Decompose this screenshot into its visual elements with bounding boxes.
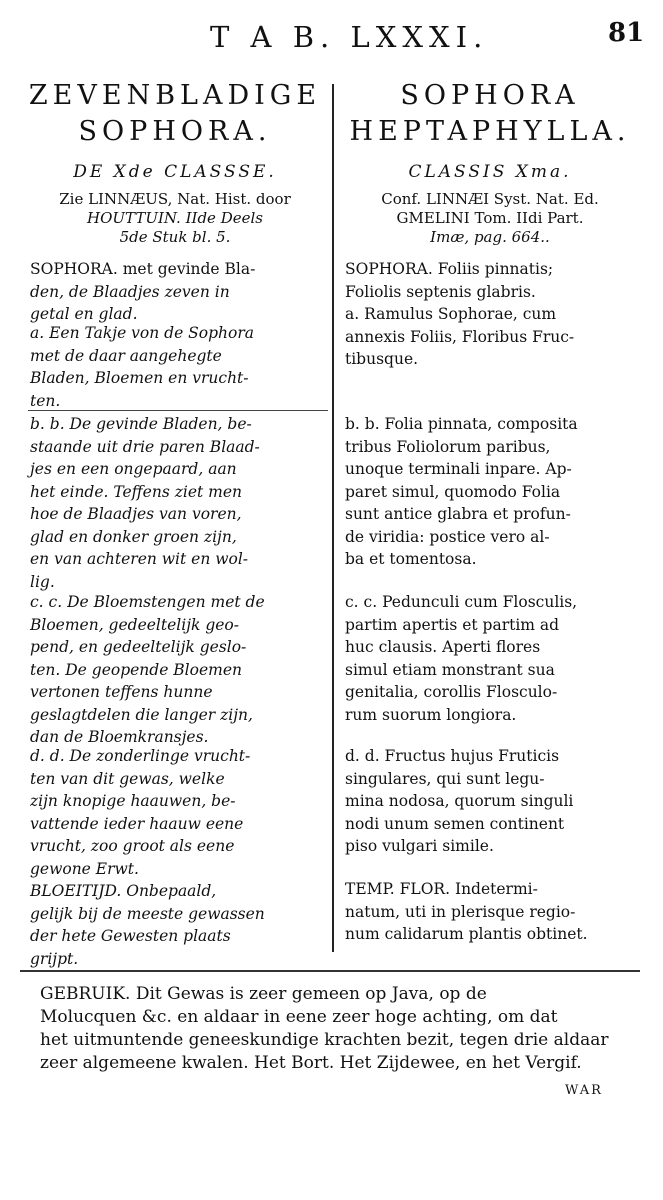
left-entry-b: b. b. De gevinde Bladen, be- staande uit drie paren Blaad- jes en een ongepaard, aan het einde. Teffens ziet men hoe de Blaadjes van voren, glad en donker groen zijn, en van achteren wit en wol- lig.: [30, 415, 260, 591]
left-separator: [28, 410, 328, 411]
left-entry-a: a. Een Takje von de Sophora met de daar aangehegte Bladen, Bloemen en vrucht- ten.: [30, 324, 255, 410]
page-number: 81: [608, 18, 645, 48]
dutch-column: [22, 78, 328, 247]
right-title-1: SOPHORA: [400, 80, 580, 111]
left-title-1: ZEVENBLADIGE: [28, 80, 322, 111]
right-temp-flor: TEMP. FLOR. Indetermi- natum, uti in plerisque regio- num calidarum plantis obtinet.: [345, 880, 588, 943]
gebruik-paragraph: GEBRUIK. Dit Gewas is zeer gemeen op Java, op de Molucquen &c. en aldaar in eene zeer hoge achting, om dat het uitmuntende geneeskundige krachten bezit, tegen drie aldaar zeer algemeene kwalen. Het Bort. Het Zijdewee, en het Vergif.: [40, 984, 609, 1073]
right-entry-a: a. Ramulus Sophorae, cum annexis Foliis, Floribus Fruc- tibusque.: [345, 305, 575, 368]
left-bloeitijd: BLOEITIJD. Onbepaald, gelijk bij de meeste gewassen der hete Gewesten plaats grijpt.: [30, 882, 265, 968]
plate-heading: T A B. LXXXI.: [210, 20, 489, 54]
column-divider: [332, 84, 334, 952]
left-reference: Zie LINNÆUS, Nat. Hist. door HOUTTUIN. IIde Deels 5de Stuk bl. 5.: [59, 190, 291, 246]
latin-column: [345, 78, 635, 247]
right-classis: CLASSIS Xma.: [408, 162, 572, 182]
right-entry-c: c. c. Pedunculi cum Flosculis, partim apertis et partim ad huc clausis. Aperti flores simul etiam monstrant sua genitalia, corollis Flosculo- rum suorum longiora.: [345, 593, 578, 724]
catchword: WAR: [565, 1083, 603, 1098]
right-reference: Conf. LINNÆI Syst. Nat. Ed. GMELINI Tom. IIdi Part. Imæ, pag. 664..: [381, 190, 599, 246]
left-classis: DE Xde CLASSSE.: [73, 162, 277, 182]
left-entry-c: c. c. De Bloemstengen met de Bloemen, gedeeltelijk geo- pend, en gedeeltelijk geslo- ten. De geopende Bloemen vertonen teffens hunne geslagtdelen die langer zijn, dan de Bloemkransjes.: [30, 593, 265, 746]
left-entry-d: d. d. De zonderlinge vrucht- ten van dit gewas, welke zijn knopige haauwen, be- vattende ieder haauw eene vrucht, zoo groot als eene gewone Erwt.: [30, 747, 251, 878]
right-sophora-desc: SOPHORA. Foliis pinnatis; Foliolis septenis glabris.: [345, 260, 554, 301]
right-title-2: HEPTAPHYLLA.: [349, 116, 631, 147]
left-sophora-desc: SOPHORA. met gevinde Bla- den, de Blaadjes zeven in getal en glad.: [30, 260, 256, 323]
right-entry-b: b. b. Folia pinnata, composita tribus Foliolorum paribus, unoque terminali inpare. Ap- paret simul, quomodo Folia sunt antice glabra et profun- de viridia: postice vero al- ba et tomentosa.: [345, 415, 578, 568]
left-title-2: SOPHORA.: [78, 116, 272, 147]
right-entry-d: d. d. Fructus hujus Fruticis singulares, qui sunt legu- mina nodosa, quorum singuli nodi unum semen continent piso vulgari simile.: [345, 747, 574, 855]
bottom-rule: [20, 970, 640, 972]
